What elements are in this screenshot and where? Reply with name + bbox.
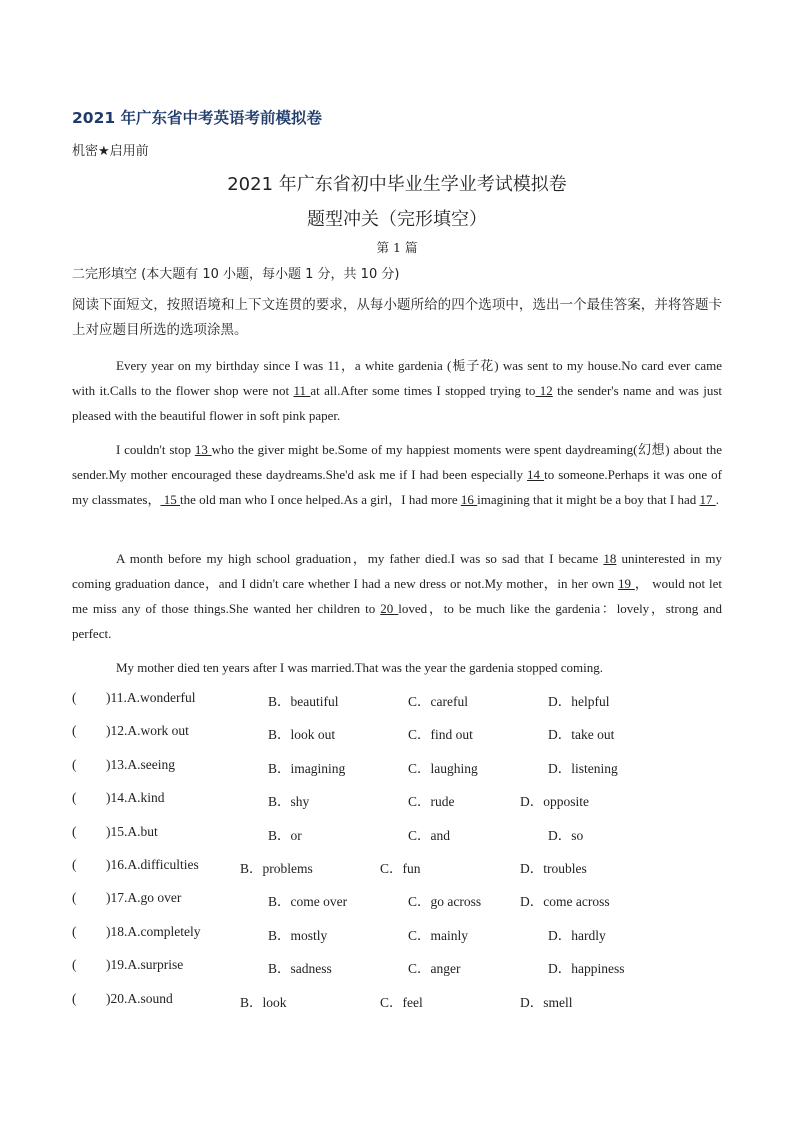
- option-a: )16.A.difficulties: [106, 856, 199, 872]
- part-label: 第 1 篇: [376, 240, 418, 255]
- question-item-18: [72, 922, 722, 955]
- question-item-15: [72, 822, 722, 855]
- blank-19: 19: [617, 576, 635, 591]
- option-b: B．shy: [268, 794, 310, 810]
- option-d: D．happiness: [548, 961, 625, 977]
- instructions: 阅读下面短文，按照语境和上下文连贯的要求，从每小题所给的四个选项中，选出一个最佳答案，并将答题卡上对应题目所选的选项涂黑。: [72, 297, 722, 338]
- option-c: C．and: [408, 827, 450, 843]
- passage-paragraph-4: [72, 655, 722, 680]
- passage-text: .: [715, 492, 719, 507]
- passage-text: loved，to be much like the gardenia：lovely，strong and perfect.: [72, 601, 722, 641]
- question-item-11: [72, 688, 722, 721]
- passage-text: A month before my high school graduation，my father died.I was so sad that I became: [116, 551, 604, 566]
- option-a: )14.A.kind: [106, 790, 165, 806]
- option-c: C．go across: [408, 894, 482, 910]
- passage-text: ， would not let me miss any of those things.She wanted her children to: [72, 576, 722, 616]
- question-item-12: [72, 721, 722, 754]
- passage-text: My mother died ten years after I was married.That was the year the gardenia stopped coming.: [116, 660, 603, 675]
- question-item-16: [72, 855, 722, 888]
- option-b: B．look out: [268, 727, 336, 743]
- option-c: C．laughing: [408, 760, 478, 776]
- blank-18: 18: [603, 551, 617, 566]
- option-d: D．take out: [548, 727, 615, 743]
- answer-paren[interactable]: (: [72, 756, 77, 772]
- blank-13: 13: [194, 442, 212, 457]
- answer-paren[interactable]: (: [72, 823, 77, 839]
- option-a: )20.A.sound: [106, 990, 173, 1006]
- option-d: D．troubles: [520, 860, 587, 876]
- option-c: C．mainly: [408, 927, 468, 943]
- option-d: D．so: [548, 827, 584, 843]
- option-d: D．helpful: [548, 694, 610, 709]
- passage-paragraph-1: [72, 353, 722, 428]
- passage-paragraph-3: [72, 546, 722, 646]
- section-heading: 二完形填空 (本大题有 10 小题，每小题 1 分，共 10 分): [72, 267, 400, 282]
- passage-text: the sender's name and was just pleased with the beautiful flower in soft pink paper.: [72, 383, 723, 423]
- question-item-20: [72, 989, 722, 1022]
- option-a: )19.A.surprise: [106, 957, 184, 973]
- blank-16: 16: [460, 492, 478, 507]
- passage-text: uninterested in my coming graduation dance，and I didn't care whether I had a new dress or not.My mother，in her own: [72, 551, 722, 591]
- option-b: B．look: [240, 994, 287, 1010]
- option-b: B．come over: [268, 894, 348, 910]
- option-d: D．listening: [548, 760, 618, 776]
- option-a: )18.A.completely: [106, 923, 201, 939]
- option-d: D．come across: [520, 894, 610, 910]
- option-a: )12.A.work out: [106, 723, 189, 739]
- passage-text: who the giver might be.Some of my happiest moments were spent daydreaming(幻想) about the sender.My mother encouraged these daydreams.She'd ask me if I had been especially: [72, 442, 722, 482]
- sub-title: 题型冲关（完形填空）: [307, 209, 487, 230]
- answer-paren[interactable]: (: [72, 923, 77, 939]
- option-c: C．fun: [380, 860, 421, 876]
- option-a: )11.A.wonderful: [106, 690, 196, 705]
- question-item-19: [72, 955, 722, 988]
- blank-12: 12: [535, 383, 553, 398]
- answer-paren[interactable]: (: [72, 723, 77, 739]
- answer-paren[interactable]: (: [72, 856, 77, 872]
- option-a: )17.A.go over: [106, 890, 182, 906]
- passage-text: the old man who I once helped.As a girl，I had more: [179, 492, 461, 507]
- option-a: )13.A.seeing: [106, 756, 175, 772]
- option-b: B．imagining: [268, 760, 346, 776]
- option-b: B．beautiful: [268, 694, 339, 709]
- option-c: C．feel: [380, 994, 423, 1010]
- main-title: 2021 年广东省初中毕业生学业考试模拟卷: [227, 174, 567, 195]
- blank-11: 11: [293, 383, 311, 398]
- passage-text: imagining that it might be a boy that I had: [477, 492, 700, 507]
- answer-paren[interactable]: (: [72, 957, 77, 973]
- option-b: B．sadness: [268, 961, 332, 977]
- option-a: )15.A.but: [106, 823, 158, 839]
- question-item-17: [72, 888, 722, 921]
- blank-15: 15: [160, 492, 180, 507]
- option-c: C．rude: [408, 794, 455, 810]
- answer-paren[interactable]: (: [72, 790, 77, 806]
- secret-label: 机密★启用前: [72, 144, 149, 159]
- blank-14: 14: [527, 467, 545, 482]
- option-b: B．mostly: [268, 927, 328, 943]
- passage-paragraph-2: [72, 437, 722, 512]
- question-item-13: [72, 755, 722, 788]
- passage-text: to someone.Perhaps it was one of my classmates，: [72, 467, 723, 507]
- option-d: D．opposite: [520, 794, 589, 810]
- series-title: 2021 年广东省中考英语考前模拟卷: [72, 109, 323, 127]
- option-c: C．careful: [408, 694, 468, 709]
- option-b: B．or: [268, 827, 302, 843]
- option-c: C．anger: [408, 961, 461, 977]
- passage-text: at all.After some times I stopped trying to: [310, 383, 536, 398]
- answer-paren[interactable]: (: [72, 890, 77, 906]
- question-item-14: [72, 788, 722, 821]
- blank-20: 20: [380, 601, 399, 616]
- passage-text: Every year on my birthday since I was 11，a white gardenia (栀子花) was sent to my house.No card ever came with it.Calls to the flower shop were not: [72, 358, 722, 398]
- option-d: D．smell: [520, 994, 573, 1010]
- question-list: [72, 688, 722, 1022]
- option-d: D．hardly: [548, 927, 606, 943]
- answer-paren[interactable]: (: [72, 990, 77, 1006]
- answer-paren[interactable]: (: [72, 690, 77, 705]
- option-c: C．find out: [408, 727, 473, 743]
- option-b: B．problems: [240, 860, 313, 876]
- passage-text: I couldn't stop: [116, 442, 195, 457]
- blank-17: 17: [699, 492, 716, 507]
